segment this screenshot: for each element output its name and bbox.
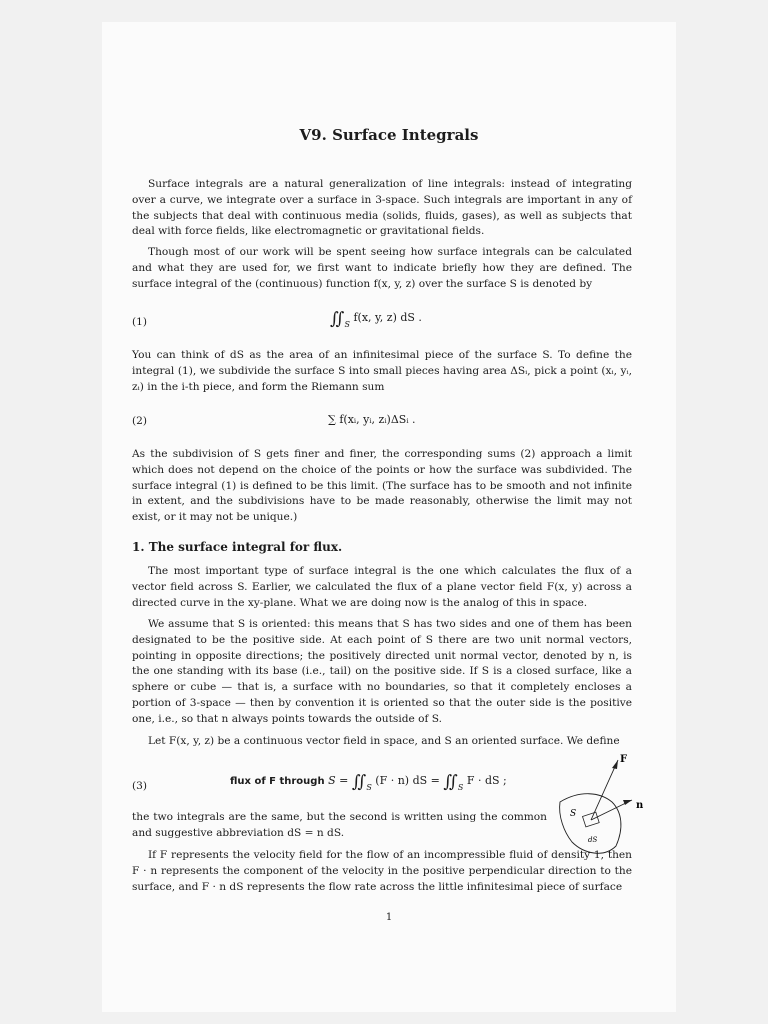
flux-integral-vector: F · dS ;: [466, 774, 507, 787]
normal-n-arrowhead: [623, 800, 632, 805]
page-number: 1: [385, 912, 393, 923]
flux-integral-normal: (F · n) dS =: [375, 774, 440, 787]
section-heading-flux: 1. The surface integral for flux.: [132, 540, 343, 554]
equation-1-body: f(x, y, z) dS .: [353, 311, 422, 324]
label-F: F: [620, 754, 628, 765]
double-integral-symbol: ∬: [443, 772, 458, 792]
paragraph-limit: As the subdivision of S gets finer and finer, the corresponding sums (2) approach a limit which does not depend on the choice of the points or how the surface was subdivided. The surface integral (1) is defined to be this limit. (The surface has to be smooth and not infinite in extent, and the subdivisions have to be made reasonably, otherwise the limit may not exist, or it may not be unique.): [132, 448, 632, 524]
equation-number-2: (2): [132, 415, 148, 427]
paragraph-riemann: You can think of dS as the area of an infinitesimal piece of the surface S. To define the integral (1), we subdivide the surface S into small pieces having area ΔSᵢ, pick a point (xᵢ, yᵢ, zᵢ) in the i-th piece, and form the Riemann sum: [132, 349, 632, 393]
paragraph-oriented: We assume that S is oriented: this means that S has two sides and one of them has been designated to be the positive side. At each point of S there are two unit normal vectors, pointing in opposite directions; the positively directed unit normal vector, denoted by n, is the one standing with its base (i.e., tail) on the positive side. If S is a closed surface, like a sphere or cube — that is, a surface with no boundaries, so that it completely encloses a portion of 3-space — then by convention it is oriented so that the outer side is the positive one, i.e., so that n always points towards the outside of S.: [132, 618, 632, 725]
surface-patch-outline: [560, 794, 621, 854]
integral-subscript: S: [457, 783, 464, 792]
label-n: n: [636, 800, 644, 811]
integral-subscript: S: [344, 320, 350, 329]
double-integral-symbol: ∬: [330, 309, 345, 329]
document-page: [102, 22, 676, 1012]
page-title: V9. Surface Integrals: [299, 126, 479, 144]
equation-3: [230, 772, 507, 792]
integral-subscript: S: [366, 783, 372, 792]
equation-1: [330, 309, 422, 329]
surface-normal-diagram: [550, 750, 646, 862]
label-dS: dS: [588, 836, 598, 844]
vector-F-arrowhead: [612, 760, 618, 769]
paragraph-definition: Though most of our work will be spent seeing how surface integrals can be calculated and what they are used for, we first want to indicate briefly how they are defined. The surface integral of the (continuous) function f(x, y, z) over the surface S is denoted by: [132, 246, 632, 290]
label-S: S: [570, 809, 577, 819]
flux-surface-eq: S =: [328, 774, 349, 787]
vector-F-arrow: [591, 760, 618, 820]
equation-number-3: (3): [132, 780, 148, 792]
paragraph-vector-field: Let F(x, y, z) be a continuous vector field in space, and S an oriented surface. We define: [148, 735, 620, 747]
equation-2: ∑ f(xᵢ, yᵢ, zᵢ)ΔSᵢ .: [328, 413, 416, 426]
double-integral-symbol: ∬: [351, 772, 367, 792]
paragraph-intro: Surface integrals are a natural generalization of line integrals: instead of integrating over a curve, we integrate over a surface in 3-space. Such integrals are important in any of the subjects that deal with continuous media (solids, fluids, gases), as well as subjects that deal with force fields, like electromagnetic or gravitational fields.: [132, 178, 632, 238]
flux-label: flux of F through: [230, 776, 325, 787]
paragraph-velocity-field: If F represents the velocity field for the flow of an incompressible fluid of density 1, then F · n represents the component of the velocity in the positive perpendicular direction to the surface, and F · n dS represents the flow rate across the little infinitesimal piece of surface: [132, 849, 632, 893]
equation-number-1: (1): [132, 316, 148, 328]
paragraph-abbreviation: the two integrals are the same, but the second is written using the common and suggestive abbreviation dS = n dS.: [132, 811, 547, 839]
paragraph-flux-intro: The most important type of surface integral is the one which calculates the flux of a vector field across S. Earlier, we calculated the flux of a plane vector field F(x, y) across a directed curve in the xy-plane. What we are doing now is the analog of this in space.: [132, 565, 632, 609]
